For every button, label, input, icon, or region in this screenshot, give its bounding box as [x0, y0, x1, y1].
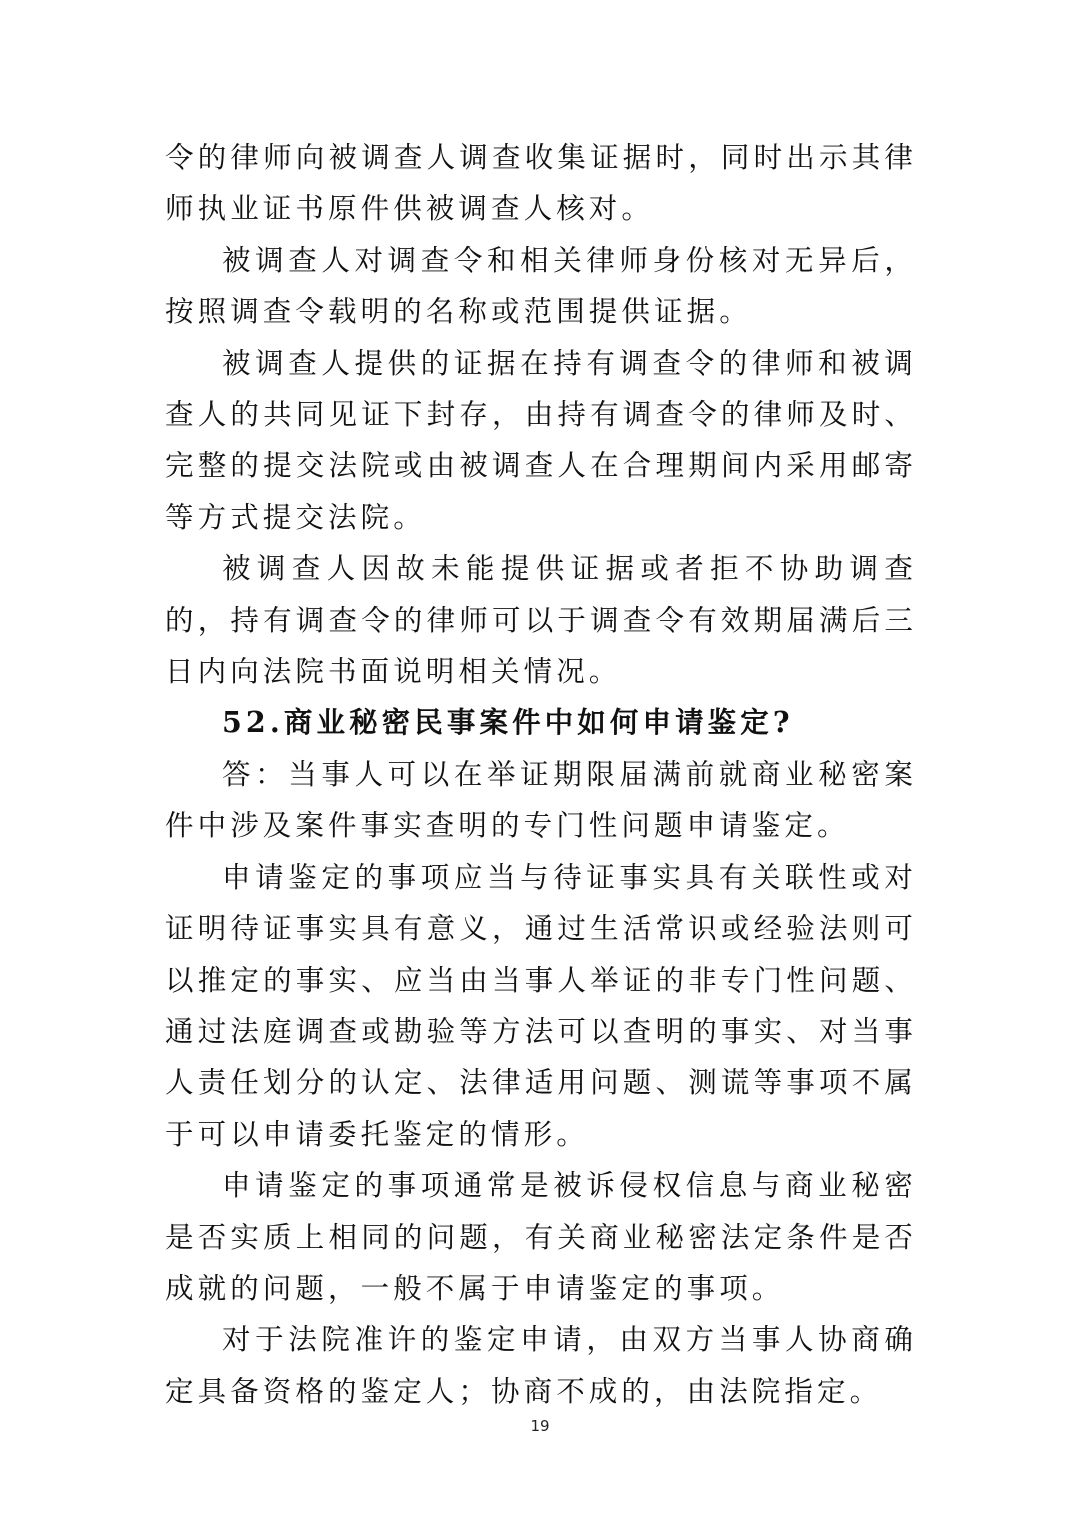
paragraph-evidence-sealing: 被调查人提供的证据在持有调查令的律师和被调查人的共同见证下封存，由持有调查令的律师及时、完整的提交法院或由被调查人在合理期间内采用邮寄等方式提交法院。: [165, 346, 917, 534]
paragraph-appraisal-scope: 申请鉴定的事项应当与待证事实具有关联性或对证明待证事实具有意义，通过生活常识或经验法则可以推定的事实、应当由当事人举证的非专门性问题、通过法庭调查或勘验等方法可以查明的事实、对当事人责任划分的认定、法律适用问题、测谎等事项不属于可以申请委托鉴定的情形。: [165, 860, 917, 1151]
page-number: 19: [530, 1417, 550, 1435]
paragraph-continuation: 令的律师向被调查人调查收集证据时，同时出示其律师执业证书原件供被调查人核对。: [165, 141, 917, 226]
section-heading-52: 52.商业秘密民事案件中如何申请鉴定?: [222, 705, 794, 740]
paragraph-identity-check: 被调查人对调查令和相关律师身份核对无异后，按照调查令载明的名称或范围提供证据。: [165, 243, 917, 329]
document-body: [165, 132, 917, 1417]
paragraph-answer: 答：当事人可以在举证期限届满前就商业秘密案件中涉及案件事实查明的专门性问题申请鉴定。: [165, 757, 917, 843]
paragraph-appraisal-matters: 申请鉴定的事项通常是被诉侵权信息与商业秘密是否实质上相同的问题，有关商业秘密法定条件是否成就的问题，一般不属于申请鉴定的事项。: [165, 1169, 917, 1305]
paragraph-appraiser-selection: 对于法院准许的鉴定申请，由双方当事人协商确定具备资格的鉴定人；协商不成的，由法院指定。: [165, 1323, 917, 1408]
paragraph-refusal-report: 被调查人因故未能提供证据或者拒不协助调查的，持有调查令的律师可以于调查令有效期届满后三日内向法院书面说明相关情况。: [165, 552, 917, 689]
